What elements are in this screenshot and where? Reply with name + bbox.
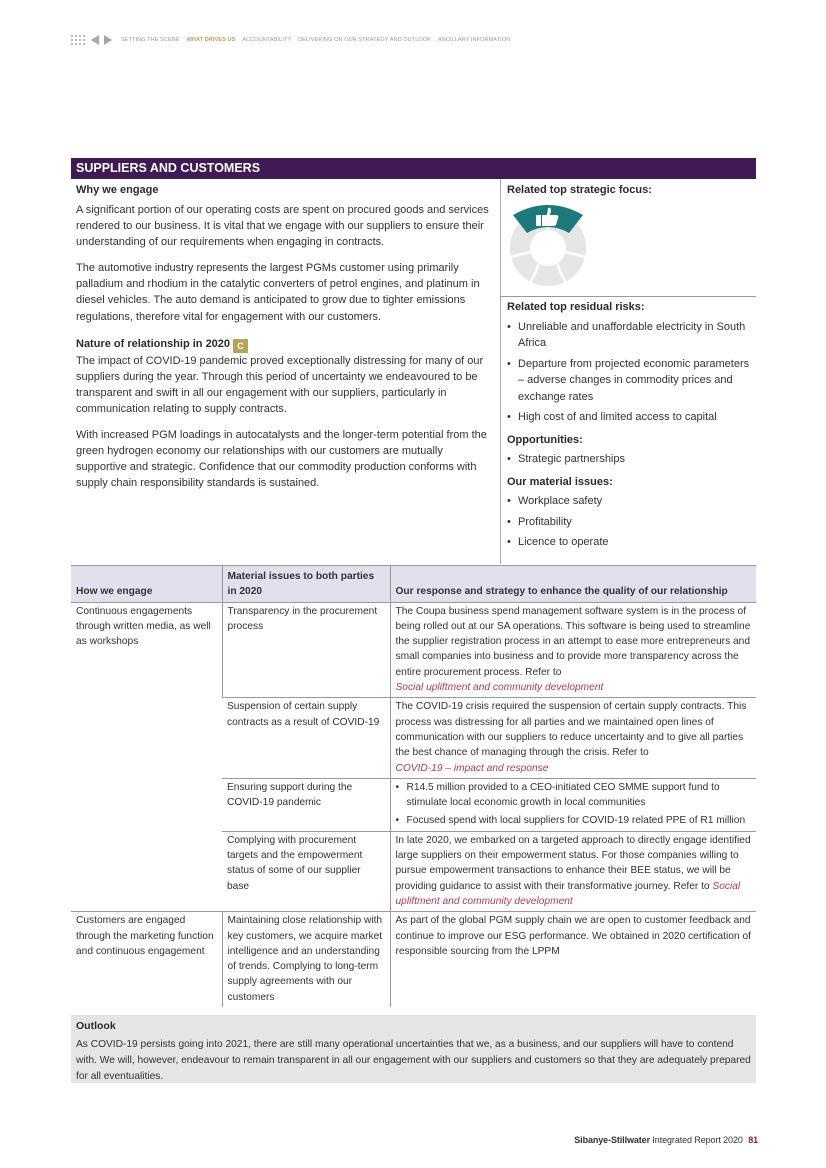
social-upliftment-link[interactable]: Social upliftment and community development [395, 682, 604, 694]
table-header-row [71, 566, 756, 603]
cell-engage-customers: Customers are engaged through the marketing function and continuous engagement [76, 915, 214, 957]
table-row [71, 602, 756, 698]
nature-paragraph-2: With increased PGM loadings in autocatalysts and the longer-term potential from the green hydrogen economy our relationships with our customers are mutually supportive and strategic. Confidence that our commodity production conforms with supply chain responsibility standards is sustained. [76, 429, 487, 490]
section-nav-links [121, 37, 510, 43]
nature-paragraph-1: The impact of COVID-19 pandemic proved exceptionally distressing for many of our suppliers during the year. Through this period of uncertainty we endeavoured to be transparent and swift in all our engagement with our suppliers, particularly in communication relating to supply contracts. [76, 354, 484, 415]
header-material-issues: Material issues to both parties in 2020 [222, 566, 390, 603]
nav-link-ancillary-information[interactable]: ANCILLARY INFORMATION [437, 37, 511, 43]
cell-issue: Ensuring support during the COVID-19 pandemic [222, 778, 390, 831]
list-item: • Workplace safety [507, 493, 755, 510]
residual-risks-heading: Related top residual risks: [507, 301, 645, 313]
nav-link-delivering-strategy[interactable]: DELIVERING ON OUR STRATEGY AND OUTLOOK [298, 37, 431, 43]
material-issues-heading: Our material issues: [507, 475, 613, 488]
top-navigation [71, 33, 510, 47]
response-text: In late 2020, we embarked on a targeted approach to directly engage identified large suppliers on their empowerment status. For those companies willing to pursue empowerment transactions to enhance their BEE status, we will be providing guidance to assist with their transformative journey. Refer to [395, 834, 751, 892]
why-paragraph-2: The automotive industry represents the largest PGMs customer using primarily palladium and rhodium in the catalytic converters of petrol engines, and platinum in diesel vehicles. The auto demand is anticipated to grow due to tighter emissions regulations, therefore vital for engagement with our customers. [76, 262, 480, 323]
cell-response [390, 602, 756, 698]
material-issues-list [507, 493, 755, 551]
risks-opportunities-block [507, 299, 755, 555]
page-number: 81 [748, 1135, 758, 1145]
cell-issue: Maintaining close relationship with key customers, we acquire market intelligence and an understanding of trends. Complying to long-term supply agreements with our customers [222, 912, 390, 1007]
opportunities-heading: Opportunities: [507, 433, 583, 446]
support-list [396, 780, 752, 829]
header-how-we-engage: How we engage [71, 566, 222, 603]
right-section-divider [500, 296, 756, 297]
strategic-focus-wheel-icon [507, 201, 589, 289]
left-column [76, 183, 496, 491]
nav-link-setting-the-scene[interactable]: SETTING THE SCENE [121, 37, 180, 43]
strategic-focus-heading: Related top strategic focus: [507, 184, 652, 196]
nature-heading-text: Nature of relationship in 2020 [76, 337, 231, 350]
response-text: The COVID-19 crisis required the suspension of certain supply contracts. This process was distressing for all parties and we maintained open lines of communication with our suppliers to reduce uncertainty and to give all parties the best chance of managing through the crisis. Refer to [395, 701, 747, 759]
cell-response [390, 778, 756, 831]
opportunities-list [507, 451, 755, 468]
table-row [71, 912, 756, 1007]
previous-arrow-icon[interactable] [91, 35, 99, 45]
list-item: • Unreliable and unaffordable electricity in South Africa [507, 319, 755, 352]
grid-menu-icon[interactable] [71, 35, 85, 45]
page-footer [574, 1135, 758, 1145]
outlook-text: As COVID-19 persists going into 2021, there are still many operational uncertainties that we, as a business, and our suppliers will have to contend with. We will, however, endeavour to remain transparent in all our engagement with our suppliers and customers so that they are adequately prepared for all eventualities. [76, 1039, 751, 1082]
cell-engage-suppliers: Continuous engagements through written media, as well as workshops [71, 602, 222, 912]
nature-heading [76, 337, 496, 353]
list-item: • Departure from projected economic parameters – adverse changes in commodity prices and exchange rates [507, 356, 755, 406]
social-upliftment-link[interactable]: Social upliftment and community development [395, 880, 741, 907]
list-item: • Licence to operate [507, 534, 755, 551]
nav-link-accountability[interactable]: ACCOUNTABILITY [242, 37, 292, 43]
cell-response [390, 831, 756, 911]
why-paragraph-1: A significant portion of our operating costs are spent on procured goods and services rendered to our business. It is vital that we engage with our suppliers to ensure their understanding of our requirements when engaging in contracts. [76, 204, 489, 249]
assurance-badge: C [233, 339, 248, 353]
header-our-response: Our response and strategy to enhance the quality of our relationship [390, 566, 756, 603]
outlook-box [71, 1015, 756, 1083]
footer-company: Sibanye-Stillwater [574, 1135, 650, 1145]
why-we-engage-heading: Why we engage [76, 184, 159, 196]
outlook-heading: Outlook [76, 1020, 116, 1032]
list-item: • R14.5 million provided to a CEO-initiated CEO SMME support fund to stimulate local economic growth in local communities [396, 780, 752, 811]
cell-issue: Complying with procurement targets and the empowerment status of some of our supplier base [222, 831, 390, 911]
cell-response [390, 698, 756, 778]
section-title-banner: SUPPLIERS AND CUSTOMERS [71, 158, 756, 179]
cell-issue: Suspension of certain supply contracts as a result of COVID-19 [222, 698, 390, 778]
response-text: The Coupa business spend management software system is in the process of being rolled out at our SA operations. This software is being used to streamline the supplier registration process in an attempt to ease more entrepreneurs and small companies into business and to provide more transparency across the entire procurement process. Refer to [395, 605, 751, 678]
covid-impact-link[interactable]: COVID-19 – impact and response [395, 762, 549, 774]
footer-report: Integrated Report 2020 [652, 1135, 743, 1145]
list-item: • Strategic partnerships [507, 451, 755, 468]
column-divider [500, 179, 501, 564]
engagement-table [71, 565, 756, 1007]
list-item: • Profitability [507, 514, 755, 531]
cell-response: As part of the global PGM supply chain we are open to customer feedback and continue to improve our ESG performance. We obtained in 2020 certification of responsible sourcing from the LPPM [390, 912, 756, 1007]
cell-issue: Transparency in the procurement process [222, 602, 390, 698]
next-arrow-icon[interactable] [104, 35, 112, 45]
list-item: • Focused spend with local suppliers for COVID-19 related PPE of R1 million [396, 813, 752, 828]
strategic-focus-block [507, 182, 652, 199]
residual-risks-list [507, 319, 755, 426]
list-item: • High cost of and limited access to capital [507, 409, 755, 426]
nav-link-what-drives-us[interactable]: WHAT DRIVES US [186, 37, 236, 43]
